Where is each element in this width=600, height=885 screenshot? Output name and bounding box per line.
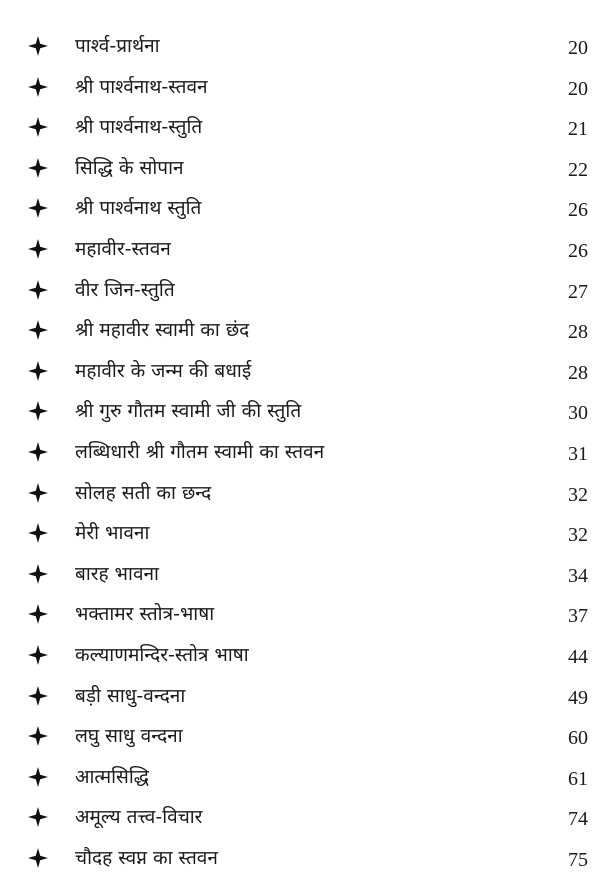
toc-entry-page: 20 — [568, 37, 588, 59]
toc-entry-title: बारह भावना — [75, 562, 159, 585]
toc-entry-title: सिद्धि के सोपान — [75, 156, 184, 179]
toc-entry-title: श्री गुरु गौतम स्वामी जी की स्तुति — [75, 400, 302, 423]
toc-entry — [0, 114, 600, 155]
toc-entry-page: 44 — [568, 645, 588, 668]
toc-entry — [0, 277, 600, 318]
toc-entry-page: 37 — [568, 605, 588, 628]
toc-entry — [0, 845, 600, 885]
toc-entry-title: श्री महावीर स्वामी का छंद — [75, 319, 250, 342]
toc-entry — [0, 358, 600, 399]
four-point-star-icon — [27, 441, 49, 463]
four-point-star-icon — [27, 482, 49, 504]
four-point-star-icon — [27, 725, 49, 747]
four-point-star-icon — [27, 847, 49, 869]
toc-entry-page: 27 — [568, 280, 588, 303]
four-point-star-icon — [27, 35, 49, 57]
toc-entry-page: 60 — [568, 727, 588, 750]
toc-entry-title: आत्मसिद्धि — [75, 765, 149, 788]
four-point-star-icon — [27, 279, 49, 301]
toc-entry — [0, 601, 600, 642]
toc-entry-title: श्री पार्श्वनाथ-स्तुति — [75, 116, 203, 139]
toc-entry — [0, 683, 600, 724]
toc-entry-title: वीर जिन-स्तुति — [75, 278, 175, 301]
toc-entry — [0, 317, 600, 358]
toc-entry-page: 32 — [568, 483, 588, 506]
toc-entry-page: 31 — [568, 442, 588, 465]
toc-entry — [0, 398, 600, 439]
toc-entry-page: 30 — [568, 402, 588, 425]
toc-entry — [0, 155, 600, 196]
four-point-star-icon — [27, 197, 49, 219]
toc-entry-title: श्री पार्श्वनाथ-स्तवन — [75, 75, 208, 98]
four-point-star-icon — [27, 76, 49, 98]
toc-entry-page: 34 — [568, 564, 588, 587]
toc-entry — [0, 236, 600, 277]
toc-entry-page: 61 — [568, 767, 588, 790]
toc-entry-title: अमूल्य तत्त्व-विचार — [75, 806, 203, 829]
toc-entry-title: चौदह स्वप्न का स्तवन — [75, 846, 218, 869]
toc-entry-page: 75 — [568, 848, 588, 871]
toc-entry-title: बड़ी साधु-वन्दना — [75, 684, 186, 707]
toc-entry-page: 20 — [568, 77, 588, 100]
toc-entry-title: श्री पार्श्वनाथ स्तुति — [75, 197, 202, 220]
four-point-star-icon — [27, 563, 49, 585]
toc-entry-page: 26 — [568, 239, 588, 262]
four-point-star-icon — [27, 157, 49, 179]
toc-entry — [0, 74, 600, 115]
four-point-star-icon — [27, 238, 49, 260]
four-point-star-icon — [27, 522, 49, 544]
toc-entry — [0, 33, 600, 74]
toc-entry — [0, 480, 600, 521]
toc-entry-page: 21 — [568, 118, 588, 141]
toc-entry-title: सोलह सती का छन्द — [75, 481, 212, 504]
toc-entry-page: 28 — [568, 321, 588, 344]
toc-entry — [0, 723, 600, 764]
toc-entry-page: 22 — [568, 158, 588, 181]
toc-entry-title: भक्तामर स्तोत्र-भाषा — [75, 603, 215, 626]
toc-entry-title: मेरी भावना — [75, 522, 150, 545]
four-point-star-icon — [27, 116, 49, 138]
toc-entry-title: लघु साधु वन्दना — [75, 725, 183, 748]
toc-entry — [0, 195, 600, 236]
four-point-star-icon — [27, 319, 49, 341]
four-point-star-icon — [27, 360, 49, 382]
toc-entry — [0, 520, 600, 561]
toc-entry-title: कल्याणमन्दिर-स्तोत्र भाषा — [75, 643, 249, 666]
toc-entry-title: महावीर-स्तवन — [75, 237, 171, 260]
toc-entry-page: 28 — [568, 361, 588, 384]
four-point-star-icon — [27, 766, 49, 788]
toc-entry-page: 32 — [568, 524, 588, 547]
toc-entry-title: महावीर के जन्म की बधाई — [75, 359, 252, 382]
toc-entry — [0, 642, 600, 683]
toc-entry — [0, 561, 600, 602]
toc-entry-title: पार्श्व-प्रार्थना — [75, 35, 160, 57]
toc-entry — [0, 764, 600, 805]
toc-entry — [0, 439, 600, 480]
toc-entry-title: लब्धिधारी श्री गौतम स्वामी का स्तवन — [75, 440, 325, 463]
toc-entry-page: 49 — [568, 686, 588, 709]
four-point-star-icon — [27, 806, 49, 828]
four-point-star-icon — [27, 685, 49, 707]
table-of-contents — [0, 33, 600, 885]
toc-entry-page: 74 — [568, 808, 588, 831]
four-point-star-icon — [27, 603, 49, 625]
toc-entry — [0, 804, 600, 845]
toc-entry-page: 26 — [568, 199, 588, 222]
four-point-star-icon — [27, 400, 49, 422]
four-point-star-icon — [27, 644, 49, 666]
